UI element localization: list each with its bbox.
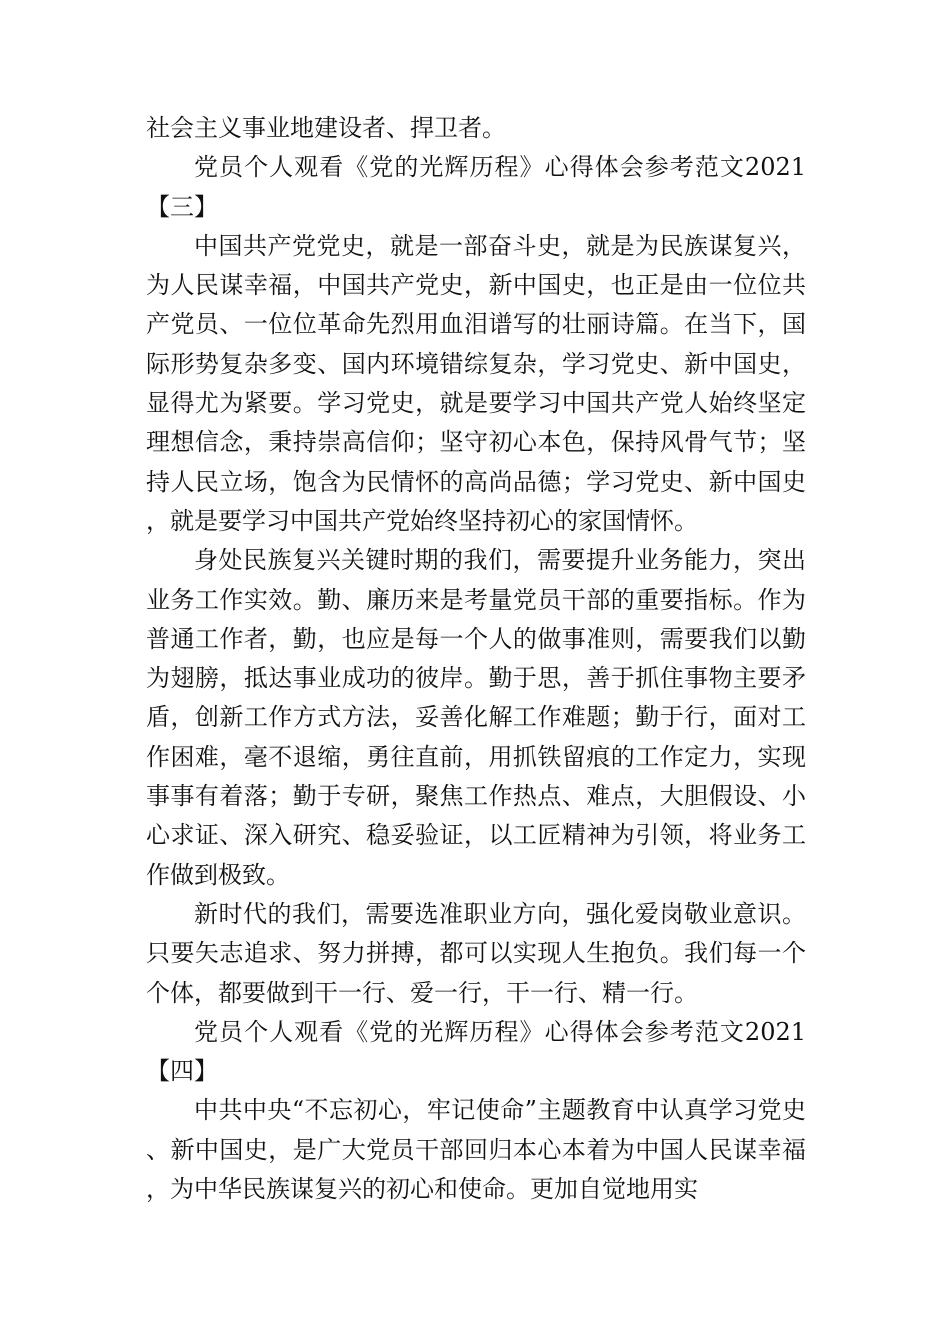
paragraph-new-era: 新时代的我们，需要选准职业方向，强化爱岗敬业意识。只要矢志追求、努力拼搏，都可以实现人生抱负。我们每一个个体，都要做到干一行、爱一行，干一行、精一行。 [146,899,806,1007]
paragraph-theme-education: 中共中央“不忘初心，牢记使命”主题教育中认真学习党史、新中国史，是广大党员干部回归本心本着为中国人民谋幸福，为中华民族谋复兴的初心和使命。更加自觉地用实 [146,1096,806,1204]
paragraph-diligence: 身处民族复兴关键时期的我们，需要提升业务能力，突出业务工作实效。勤、廉历来是考量党员干部的重要指标。作为普通工作者，勤，也应是每一个人的做事准则，需要我们以勤为翅膀，抵达事业成功的彼岸。勤于思，善于抓住事物主要矛盾，创新工作方式方法，妥善化解工作难题；勤于行，面对工作困难，毫不退缩，勇往直前，用抓铁留痕的工作定力，实现事事有着落；勤于专研，聚焦工作热点、难点，大胆假设、小心求证、深入研究、稳妥验证，以工匠精神为引领，将业务工作做到极致。 [146,546,806,889]
paragraph-closing-line: 社会主义事业地建设者、捍卫者。 [146,114,506,142]
section-heading-four: 党员个人观看《党的光辉历程》心得体会参考范文2021【四】 [146,1017,806,1086]
section-heading-three: 党员个人观看《党的光辉历程》心得体会参考范文2021【三】 [146,153,806,221]
paragraph-party-history: 中国共产党党史，就是一部奋斗史，就是为民族谋复兴，为人民谋幸福，中国共产党史，新中国史，也正是由一位位共产党员、一位位革命先烈用血泪谱写的壮丽诗篇。在当下，国际形势复杂多变、国内环境错综复杂，学习党史、新中国史，显得尤为紧要。学习党史，就是要学习中国共产党人始终坚定理想信念，秉持崇高信仰；坚守初心本色，保持风骨气节；坚持人民立场，饱含为民情怀的高尚品德；学习党史、新中国史，就是要学习中国共产党始终坚持初心的家国情怀。 [146,231,806,535]
document-body [146,109,806,1209]
